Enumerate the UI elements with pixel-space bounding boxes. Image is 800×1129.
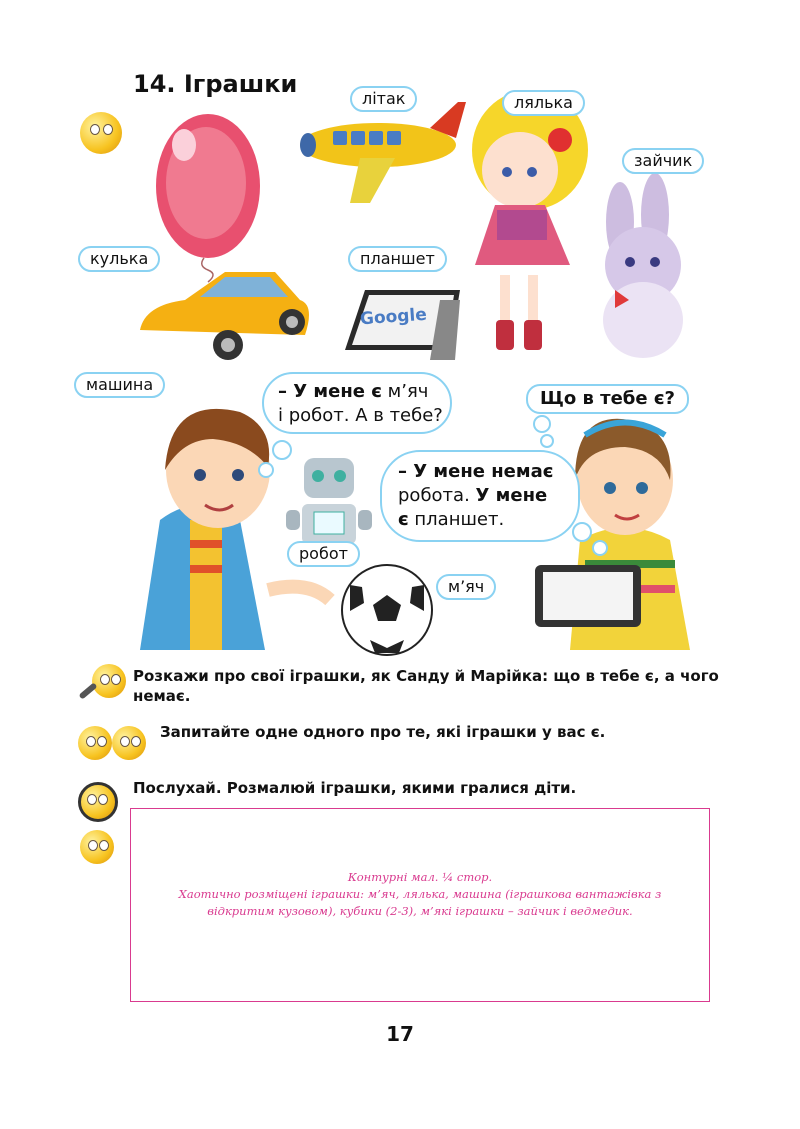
- pencil-emoji-icon: [80, 830, 114, 864]
- boy-image: [140, 409, 330, 650]
- boy-speech-bold: – У мене є: [278, 381, 382, 402]
- label-lyalka: лялька: [502, 90, 585, 116]
- microphone-emoji-icon: [92, 664, 126, 698]
- google-logo: Google: [359, 304, 428, 330]
- boy-speech-text: м’яч: [381, 381, 429, 402]
- thought-dot: [533, 415, 551, 433]
- girl-speech-bold3: є: [398, 509, 409, 530]
- girl-speech-text2a: робота.: [398, 485, 476, 506]
- boy-speech-line2: і робот. А в тебе?: [278, 405, 443, 426]
- thought-dot: [258, 462, 274, 478]
- pair-emoji-right-icon: [112, 726, 146, 760]
- lesson-title: 14. Іграшки: [133, 70, 298, 98]
- robot-image: [286, 458, 372, 544]
- note-line-1: Контурні мал. ¼ стор.: [347, 870, 493, 884]
- thought-dot: [272, 440, 292, 460]
- label-planshet: планшет: [348, 246, 447, 272]
- balloon-image: [156, 114, 260, 282]
- car-image: [140, 272, 309, 360]
- ball-image: [342, 565, 432, 655]
- label-mashyna: машина: [74, 372, 165, 398]
- placeholder-note: [131, 869, 709, 920]
- bunny-image: [603, 173, 683, 358]
- girl-speech-bold1: – У мене немає: [398, 461, 554, 482]
- thought-dot: [540, 434, 554, 448]
- headphones-emoji-icon: [78, 782, 118, 822]
- thought-dot: [572, 522, 592, 542]
- label-robot: робот: [287, 541, 360, 567]
- label-kulka: кулька: [78, 246, 160, 272]
- page-number: 17: [386, 1022, 414, 1046]
- label-zaychyk: зайчик: [622, 148, 704, 174]
- thought-dot: [592, 540, 608, 556]
- girl-speech-bold2: У мене: [475, 485, 548, 506]
- girl-speech-bubble: [380, 450, 580, 542]
- coloring-placeholder-box: [130, 808, 710, 1002]
- question-bubble: [526, 384, 689, 414]
- note-line-3: відкритим кузовом), кубики (2-3), м’які іграшки – зайчик і ведмедик.: [207, 904, 633, 918]
- girl-speech-text3: планшет.: [408, 509, 505, 530]
- airplane-image: [300, 102, 466, 203]
- label-litak: літак: [350, 86, 417, 112]
- question-text: Що в тебе є?: [540, 388, 675, 409]
- task-1-text: Розкажи про свої іграшки, як Санду й Марійка: що в тебе є, а чого немає.: [133, 667, 719, 705]
- note-line-2: Хаотично розміщені іграшки: м’яч, лялька, машина (іграшкова вантажівка з: [178, 887, 662, 901]
- task-2-text: Запитайте одне одного про те, які іграшки у вас є.: [160, 723, 606, 741]
- boy-speech-bubble: [262, 372, 452, 434]
- label-myach: м’яч: [436, 574, 496, 600]
- doll-image: [472, 90, 588, 350]
- task-3-text: Послухай. Розмалюй іграшки, якими гралися діти.: [133, 779, 577, 797]
- pair-emoji-left-icon: [78, 726, 112, 760]
